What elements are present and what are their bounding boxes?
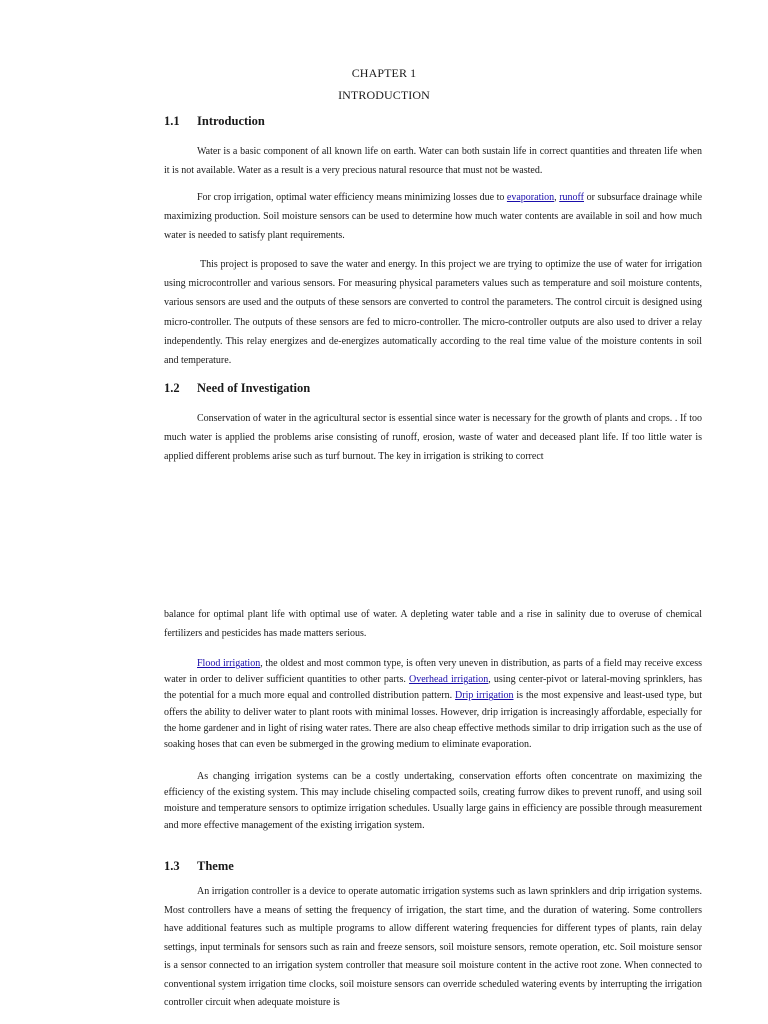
chapter-title: INTRODUCTION	[338, 88, 430, 102]
paragraph-text: Water is a basic component of all known life on earth. Water can both sustain life in correct quantities and threaten life when it is not available. Water as a result is a very precious natural resource that must not be wasted.	[164, 146, 702, 177]
overhead-irrigation-link[interactable]: Overhead irrigation	[409, 674, 489, 686]
chapter-label: CHAPTER 1	[351, 66, 417, 80]
runoff-link[interactable]: runoff	[559, 192, 585, 203]
text-run: , the oldest and most common type, is often very uneven in distribution, as parts of a field may receive excess water in order to deliver sufficient quantities to other parts.	[164, 658, 702, 686]
paragraph-intro-2	[164, 188, 702, 246]
section-heading-need-of-investigation	[164, 381, 310, 396]
paragraph-conservation	[164, 769, 702, 834]
section-title: Need of Investigation	[197, 381, 311, 395]
text-run: , using center-pivot or lateral-moving sprinklers, has the potential for a much more equal and controlled distribution pattern.	[164, 674, 702, 702]
paragraph-text	[164, 188, 702, 246]
paragraph-irrigation-types	[164, 656, 702, 753]
paragraph-text: balance for optimal plant life with optimal use of water. A depleting water table and a rise in salinity due to overuse of chemical fertilizers and pesticides has made matters serious.	[164, 609, 702, 640]
paragraph-text	[164, 656, 702, 753]
paragraph-theme	[164, 883, 702, 1013]
section-number: 1.3	[164, 859, 180, 873]
section-title: Introduction	[197, 114, 265, 128]
evaporation-link[interactable]: evaporation	[506, 192, 555, 203]
paragraph-text: An irrigation controller is a device to operate automatic irrigation systems such as lawn sprinklers and drip irrigation systems. Most controllers have a means of setting the frequency of irrigation, the start time, and the duration of watering. Some controllers have additional features such as multiple programs to allow different watering frequencies for different types of plants, rain delay settings, input terminals for sensors such as rain and freeze sensors, soil moisture sensors, remote operation, etc. Soil moisture sensor is a sensor connected to an irrigation system controller that measure soil moisture content in the active root zone. When connected to conventional system irrigation time clocks, soil moisture sensors can override scheduled watering events by interrupting the irrigation controller circuit when adequate moisture is	[164, 886, 702, 1008]
drip-irrigation-link[interactable]: Drip irrigation	[455, 690, 514, 702]
section-number: 1.1	[164, 114, 180, 128]
paragraph-text: Conservation of water in the agricultural sector is essential since water is necessary for the growth of plants and crops. . If too much water is applied the problems arise consisting of runoff, erosion, waste of water and deceased plant life. If too little water is applied different problems arise such as turf burnout. The key in irrigation is striking to correct	[164, 413, 702, 463]
paragraph-text: As changing irrigation systems can be a costly undertaking, conservation efforts often concentrate on maximizing the efficiency of the existing system. This may include chiseling compacted soils, creating furrow dikes to prevent runoff, and using soil moisture and temperature sensors to optimize irrigation schedules. Usually large gains in efficiency are possible through measurement and more effective management of the existing irrigation system.	[164, 771, 702, 831]
text-run: For crop irrigation, optimal water efficiency means minimizing losses due to	[197, 192, 507, 203]
paragraph-need-2	[164, 605, 702, 643]
section-number: 1.2	[164, 381, 180, 395]
section-title: Theme	[197, 859, 234, 873]
section-heading-theme	[164, 859, 234, 874]
paragraph-text: This project is proposed to save the water and energy. In this project we are trying to optimize the use of water for irrigation using microcontroller and various sensors. For measuring physical parameters values such as temperature and soil moisture contents, various sensors are used and the outputs of these sensors are converted to control the parameters. The control circuit is designed using micro-controller. The outputs of these sensors are fed to micro-controller. The micro-controller outputs are also used to driver a relay independently. This relay energizes and de-energizes automatically according to the real time value of the moisture contents in soil and temperature.	[164, 259, 702, 367]
text-run: or subsurface drainage while maximizing production. Soil moisture sensors can be used to determine how much water contents are available in soil and how much water is needed to satisfy plant requirements.	[164, 192, 703, 242]
text-run: ,	[554, 192, 560, 203]
section-heading-introduction	[164, 114, 265, 129]
paragraph-need-1	[164, 409, 702, 467]
paragraph-intro-1	[164, 142, 702, 180]
flood-irrigation-link[interactable]: Flood irrigation	[197, 658, 261, 669]
paragraph-intro-3	[164, 255, 702, 370]
text-run: is the most expensive and least-used type, but offers the ability to deliver water to plant roots with minimal losses. However, drip irrigation is increasingly affordable, especially for the home gardener and in light of rising water rates. There are also cheap effective methods similar to drip irrigation such as the use of soaking hoses that can even be submerged in the growing medium to eliminate evaporation.	[164, 690, 702, 751]
